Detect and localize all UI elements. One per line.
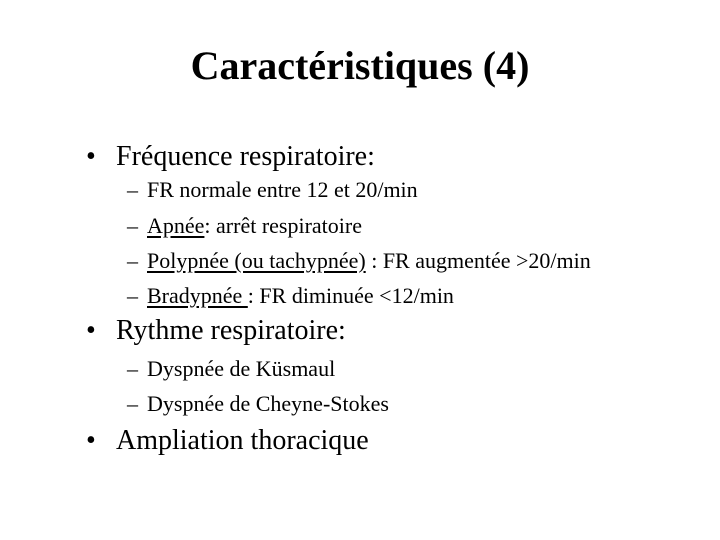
bullet-text: Ampliation thoracique [116, 425, 369, 456]
subitem-text: FR normale entre 12 et 20/min [147, 177, 418, 202]
bullet-icon: • [86, 425, 96, 456]
dash-icon: – [127, 283, 138, 308]
bullet-rythme-respiratoire [86, 314, 346, 348]
term-apnee: Apnée [147, 213, 205, 238]
dash-icon: – [127, 391, 138, 416]
subitem-fr-normale [127, 176, 418, 204]
subitem-polypnee [127, 247, 591, 275]
subitem-text: : arrêt respiratoire [204, 213, 362, 238]
subitem-dyspnee-kusmaul [127, 355, 335, 383]
bullet-ampliation-thoracique [86, 424, 369, 458]
bullet-icon: • [86, 315, 96, 346]
subitem-text: : FR diminuée <12/min [247, 283, 454, 308]
bullet-frequence-respiratoire [86, 140, 375, 174]
bullet-text: Fréquence respiratoire: [116, 141, 375, 172]
bullet-icon: • [86, 141, 96, 172]
slide-title: Caractéristiques (4) [190, 43, 530, 88]
subitem-text: : FR augmentée >20/min [365, 248, 591, 273]
dash-icon: – [127, 356, 138, 381]
term-polypnee: Polypnée (ou tachypnée) [147, 248, 366, 273]
dash-icon: – [127, 213, 138, 238]
bullet-text: Rythme respiratoire: [116, 315, 346, 346]
subitem-bradypnee [127, 282, 454, 310]
subitem-apnee [127, 212, 362, 240]
dash-icon: – [127, 177, 138, 202]
subitem-text: Dyspnée de Cheyne-Stokes [147, 391, 389, 416]
subitem-text: Dyspnée de Küsmaul [147, 356, 336, 381]
subitem-dyspnee-cheyne-stokes [127, 390, 389, 418]
dash-icon: – [127, 248, 138, 273]
term-bradypnee: Bradypnée [147, 283, 248, 308]
